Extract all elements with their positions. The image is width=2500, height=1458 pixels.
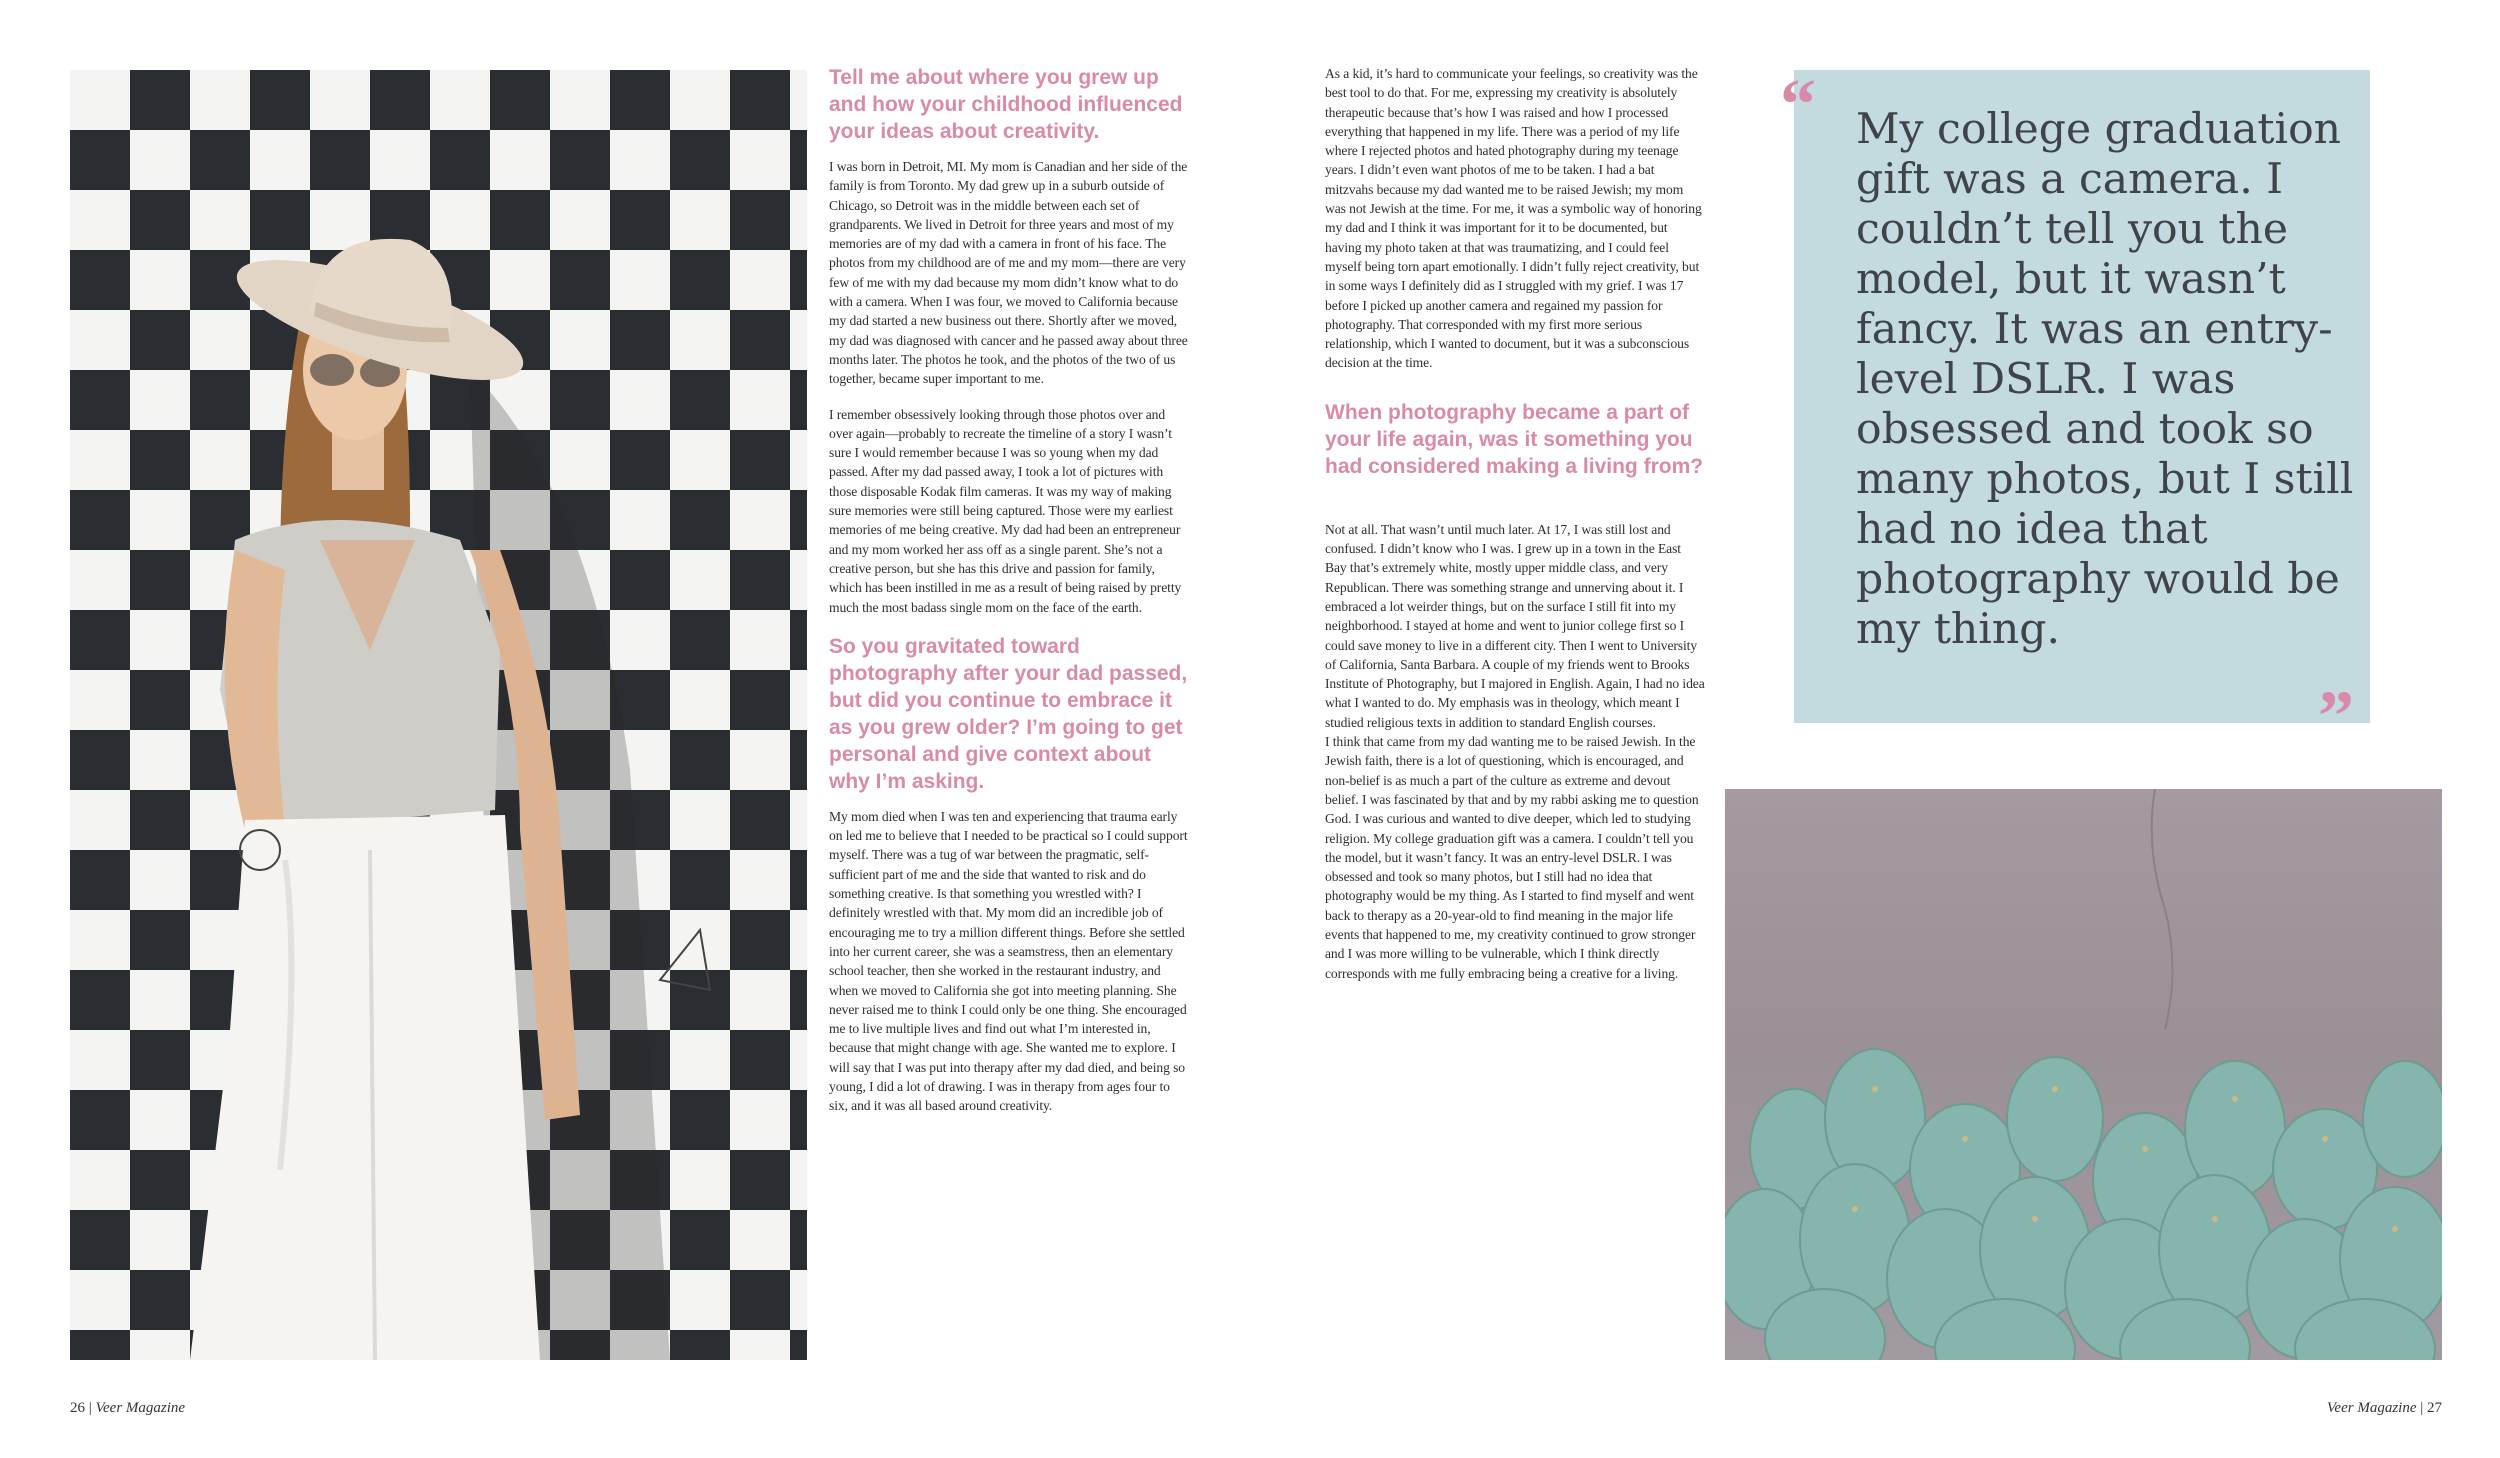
portrait-photo bbox=[70, 70, 807, 1360]
footer-separator: | bbox=[2416, 1400, 2427, 1416]
interview-question: Tell me about where you grew up and how your childhood influenced your ideas about creativity. bbox=[829, 66, 1183, 143]
body-paragraph: Not at all. That wasn’t until much later. At 17, I was still lost and confused. I didn’t know who I was. I grew up in a town in the East Bay that’s extremely white, mostly upper middle class, and very Republican. There was something strange and unnerving about it. I embraced a lot weirder things, but on the surface I still fit into my neighborhood. I stayed at home and went to junior college first so I could save money to live in a different city. Then I went to University of California, Santa Barbara. A couple of my friends went to Brooks Institute of Photography, but I majored in English. Again, I had no idea what I wanted to do. My emphasis was in theology, which meant I studied religious texts in addition to standard English courses. bbox=[1325, 521, 1705, 730]
body-paragraph: My mom died when I was ten and experiencing that trauma early on led me to believe that I needed to be practical so I could support myself. There was a tug of war between the pragmatic, self-sufficient part of me and the side that wanted to risk and do something creative. Is that something you wrestled with? I definitely wrestled with that. My mom did an incredible job of encouraging me to try a million different things. Before she settled into her current career, she was a seamstress, then an elementary school teacher, then she worked in the restaurant industry, and when we moved to California she got into meeting planning. She never raised me to think I could only be one thing. She encouraged me to live multiple lives and find out what I’m interested in, because that might change with age. She wanted me to explore. I will say that I was put into therapy after my dad died, and being so young, I did a lot of drawing. I was in therapy from ages four to six, and it was all based around creativity. bbox=[829, 808, 1188, 1114]
magazine-title: Veer Magazine bbox=[95, 1400, 186, 1416]
portrait-figure bbox=[70, 70, 807, 1360]
page-footer-right bbox=[2327, 1400, 2442, 1417]
magazine-title: Veer Magazine bbox=[2326, 1400, 2417, 1416]
footer-separator: | bbox=[85, 1400, 96, 1416]
article-column-middle bbox=[1325, 64, 1705, 999]
article-column-left bbox=[829, 64, 1189, 1132]
body-paragraph: I remember obsessively looking through those photos over and over again—probably to recreate the timeline of a story I wasn’t sure I would remember because I was so young when my dad passed. After my dad passed away, I took a lot of pictures with those disposable Kodak film cameras. It was my way of making sure memories were still being captured. Those were my earliest memories of me being creative. My dad had been an entrepreneur and my mom worked her ass off as a single parent. She’s not a creative person, but she has this drive and passion for family, which has been instilled in me as a result of being raised by pretty much the most badass single mom on the face of the earth. bbox=[829, 406, 1182, 615]
cactus-illustration bbox=[1725, 789, 2442, 1360]
open-quote-icon: “ bbox=[1780, 64, 1816, 144]
interview-question: So you gravitated toward photography after your dad passed, but did you continue to embrace it as you grew older? I’m going to get personal and give context about why I’m asking. bbox=[829, 634, 1188, 793]
interview-question: When photography became a part of your life again, was it something you had considered making a living from? bbox=[1325, 400, 1704, 478]
page-number: 27 bbox=[2427, 1400, 2442, 1416]
close-quote-icon: ” bbox=[2318, 676, 2354, 756]
cactus-photo bbox=[1725, 789, 2442, 1360]
page-footer-left bbox=[70, 1400, 185, 1417]
pull-quote-text: My college graduation gift was a camera. I couldn’t tell you the model, but it wasn’t fancy. It was an entry-level DSLR. I was obsessed and took so many photos, but I still had no idea that photography would be my thing. bbox=[1856, 105, 2354, 654]
body-paragraph: I was born in Detroit, MI. My mom is Canadian and her side of the family is from Toronto. My dad grew up in a suburb outside of Chicago, so Detroit was in the middle between each set of grandparents. We lived in Detroit for three years and most of my memories are of my dad with a camera in front of his face. The photos from my childhood are of me and my mom—there are very few of me with my dad because my mom didn’t know what to do with a camera. When I was four, we moved to California because my dad started a new business out there. Shortly after we moved, my dad was diagnosed with cancer and he passed away about three months later. The photos he took, and the photos of the two of us together, became super important to me. bbox=[829, 159, 1188, 387]
body-paragraph: As a kid, it’s hard to communicate your feelings, so creativity was the best tool to do that. For me, expressing my creativity is absolutely therapeutic because that’s how I was raised and how I processed everything that happened in my life. There was a period of my life where I rejected photos and hated photography during my teenage years. I didn’t even want photos of me to be taken. I had a bat mitzvahs because my dad wanted me to be raised Jewish; my mom was not Jewish at the time. For me, it was a symbolic way of honoring my dad and I think it was important for it to be documented, but having my photo taken at that was traumatizing, and I could feel myself being torn apart emotionally. I didn’t fully reject creativity, but in some ways I definitely did as I struggled with my grief. I was 17 before I picked up another camera and regained my passion for photography. That corresponded with my first more serious relationship, which I wanted to document, but it was a subconscious decision at the time. bbox=[1325, 66, 1702, 371]
body-paragraph: I think that came from my dad wanting me to be raised Jewish. In the Jewish faith, there is a lot of questioning, which is encouraged, and non-belief is as much a part of the culture as extreme and devout belief. I was fascinated by that and by my rabbi asking me to question God. I was curious and wanted to dive deeper, which led to studying religion. My college graduation gift was a camera. I couldn’t tell you the model, but it wasn’t fancy. It was an entry-level DSLR. I was obsessed and took so many photos, but I still had no idea that photography would be my thing. As I started to find myself and went back to therapy as a 20-year-old to find meaning in the major life events that happened to me, my creativity continued to grow stronger and I was more willing to be vulnerable, which I think directly corresponds with me fully embracing being a creative for a living. bbox=[1325, 734, 1699, 981]
page-number: 26 bbox=[70, 1400, 85, 1416]
